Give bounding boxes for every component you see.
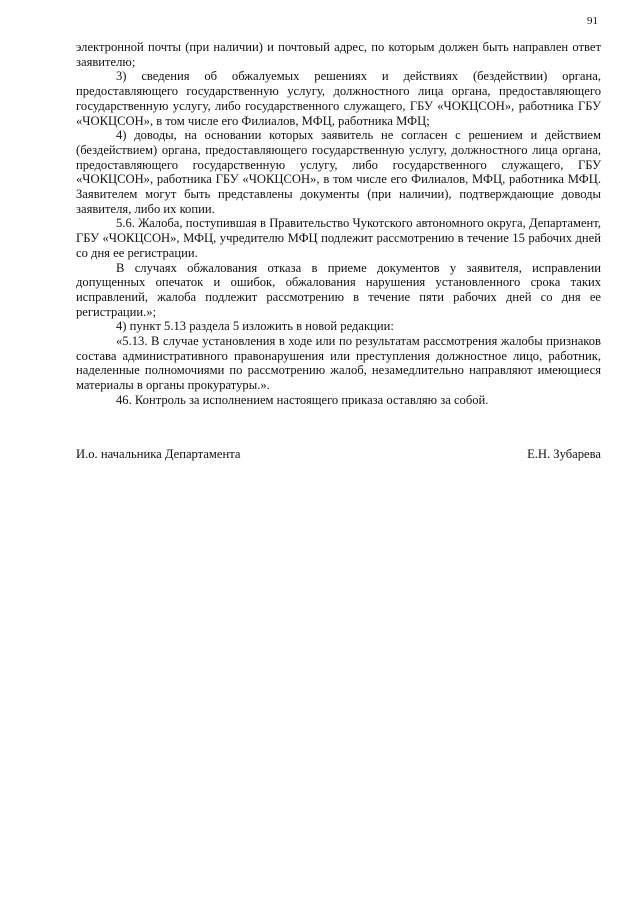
paragraph-item-3: 3) сведения об обжалуемых решениях и действиях (бездействии) органа, предоставляющего государственную услугу, должностного лица органа, предоставляющего государственную услугу, либо государственного служащего, ГБУ «ЧОКЦСОН», работника ГБУ «ЧОКЦСОН», в том числе его Филиалов, МФЦ, работника МФЦ; <box>76 69 601 128</box>
signature-block <box>76 447 601 462</box>
signatory-name: Е.Н. Зубарева <box>527 447 601 461</box>
paragraph-control-clause: 46. Контроль за исполнением настоящего приказа оставляю за собой. <box>116 392 489 407</box>
document-body <box>76 40 601 408</box>
page-number: 91 <box>587 15 598 27</box>
paragraph-clause-5-6: 5.6. Жалоба, поступившая в Правительство Чукотского автономного округа, Департамент, ГБУ «ЧОКЦСОН», МФЦ, учредителю МФЦ подлежит рассмотрению в течение 15 рабочих дней со дня ее регистрации. <box>76 216 601 260</box>
paragraph-item-4: 4) доводы, на основании которых заявитель не согласен с решением и действием (бездействием) органа, предоставляющего государственную услугу, должностного лица органа, предоставляющего государственную услугу, либо государственного служащего, ГБУ «ЧОКЦСОН», работника ГБУ «ЧОКЦСОН», в том числе его Филиалов, МФЦ, работника МФЦ. Заявителем могут быть представлены документы (при наличии), подтверждающие доводы заявителя, либо их копии. <box>76 128 601 216</box>
paragraph-email-address: электронной почты (при наличии) и почтовый адрес, по которым должен быть направлен ответ заявителю; <box>76 40 601 69</box>
paragraph-refusal-appeal: В случаях обжалования отказа в приеме документов у заявителя, исправлении допущенных опечаток и ошибок, обжалования нарушения установленного срока таких исправлений, жалоба подлежит рассмотрению в течение пяти рабочих дней со дня ее регистрации.»; <box>76 260 601 319</box>
paragraph-clause-5-13: «5.13. В случае установления в ходе или по результатам рассмотрения жалобы признаков состава административного правонарушения или преступления должностное лицо, работник, наделенные полномочиями по рассмотрению жалоб, незамедлительно направляют имеющиеся материалы в органы прокуратуры.». <box>76 334 601 393</box>
paragraph-amendment-point-4: 4) пункт 5.13 раздела 5 изложить в новой редакции: <box>116 319 394 334</box>
signatory-position: И.о. начальника Департамента <box>76 447 241 461</box>
